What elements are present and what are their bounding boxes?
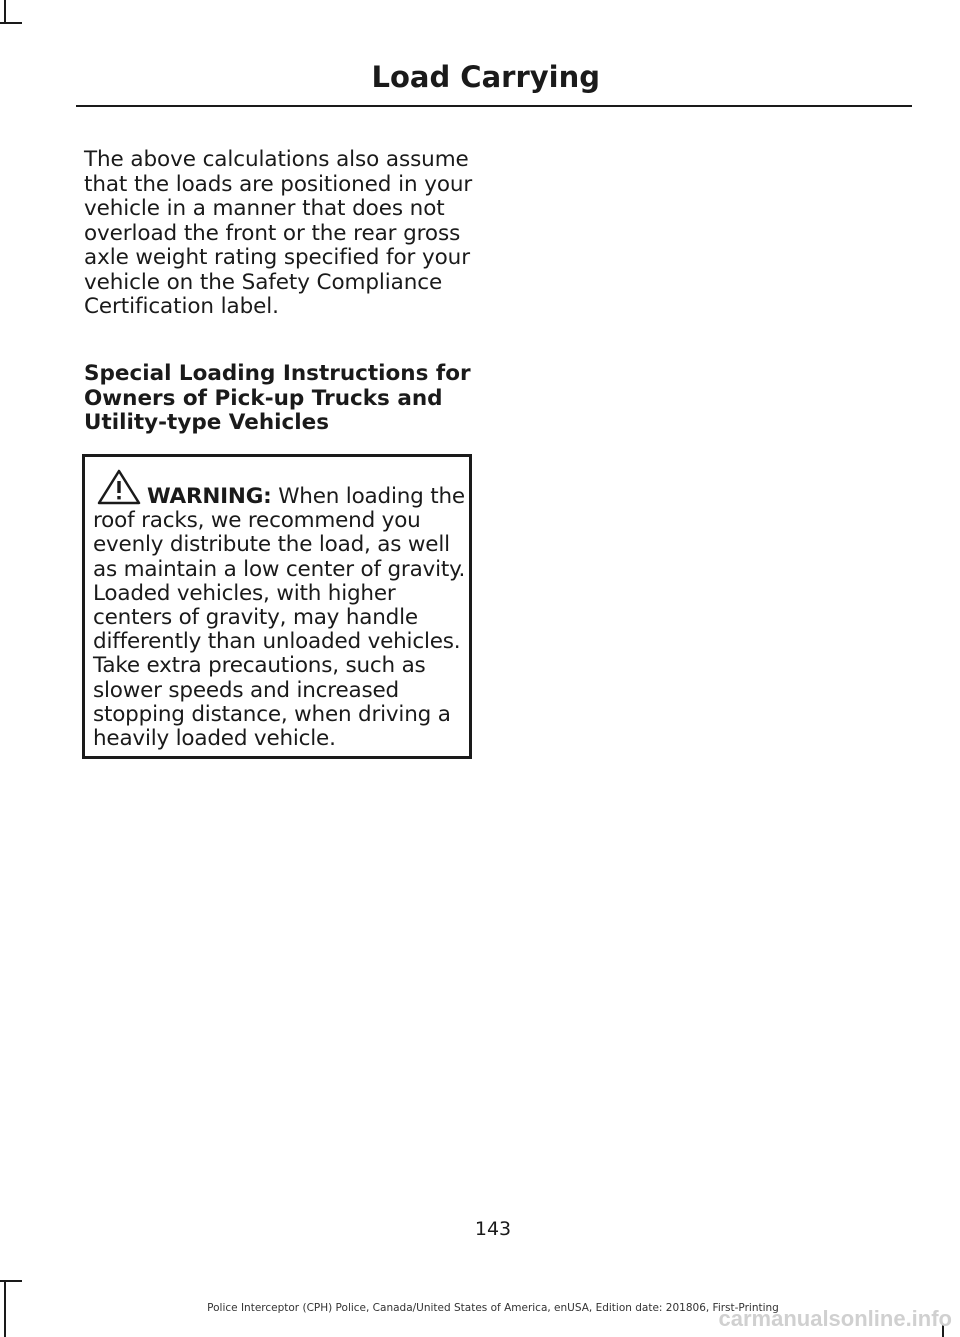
body-paragraph: The above calculations also assume that the loads are positioned in your vehicle in a manner that does not overload the front or the rear gross axle weight rating specified for your vehicle on the Safety Compliance Certification label.: [84, 147, 473, 319]
warning-label: WARNING:: [147, 484, 272, 509]
header-divider: [76, 105, 912, 107]
crop-mark-bottom-left-h: [0, 1280, 22, 1282]
warning-text: [93, 485, 469, 751]
warning-box: [82, 454, 472, 759]
crop-mark-top-left-v: [4, 0, 6, 22]
watermark: carmanualsonline.info: [718, 1306, 952, 1331]
footer-text: Police Interceptor (CPH) Police, Canada/United States of America, enUSA, Edition date: 201806, First-Printing: [207, 1302, 779, 1314]
section-heading: Special Loading Instructions for Owners of Pick-up Trucks and Utility-type Vehicles: [84, 361, 471, 435]
page-title: Load Carrying: [371, 60, 600, 94]
warning-body: When loading the roof racks, we recommend you evenly distribute the load, as well as maintain a low center of gravity. Loaded vehicles, with higher centers of gravity, may handle differently than unloaded vehicles. Take extra precautions, such as slower speeds and increased stopping distance, when driving a heavily loaded vehicle.: [93, 484, 466, 752]
page-number: 143: [474, 1218, 512, 1240]
crop-mark-top-left-h: [0, 22, 22, 24]
